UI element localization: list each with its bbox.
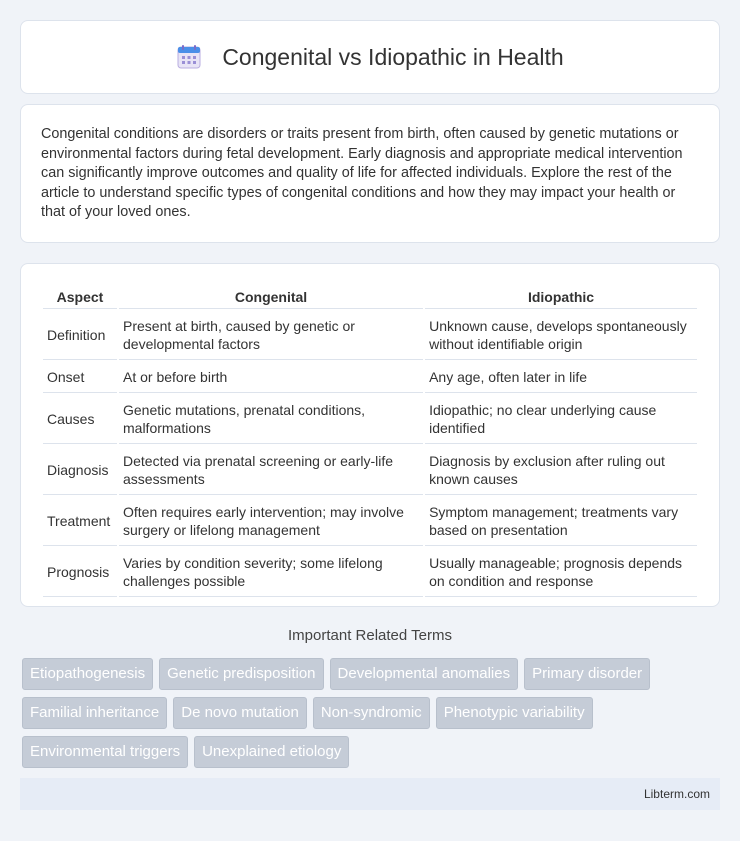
header-idiopathic: Idiopathic [425, 286, 697, 309]
cell-aspect: Onset [43, 362, 117, 393]
table-row [43, 548, 697, 597]
cell-congenital: Detected via prenatal screening or early-life assessments [119, 446, 423, 495]
related-term-tag[interactable]: Developmental anomalies [330, 658, 519, 690]
cell-idiopathic: Idiopathic; no clear underlying cause identified [425, 395, 697, 444]
table-header-row [43, 286, 697, 309]
related-terms-list [22, 658, 722, 768]
related-term-tag[interactable]: Familial inheritance [22, 697, 167, 729]
table-row [43, 497, 697, 546]
intro-paragraph: Congenital conditions are disorders or traits present from birth, often caused by genetic mutations or environmental factors during fetal development. Early diagnosis and appropriate medical intervention can significantly improve outcomes and quality of life for affected individuals. Explore the rest of the article to understand specific types of congenital conditions and how they may impact your health or that of your loved ones. [41, 126, 683, 221]
cell-aspect: Causes [43, 395, 117, 444]
title-card [20, 20, 720, 94]
footer-site-link[interactable]: Libterm.com [643, 787, 710, 801]
cell-congenital: Present at birth, caused by genetic or developmental factors [119, 311, 423, 360]
cell-aspect: Treatment [43, 497, 117, 546]
table-row [43, 362, 697, 393]
related-term-tag[interactable]: Primary disorder [524, 658, 650, 690]
calendar-icon [176, 44, 202, 70]
related-term-tag[interactable]: Genetic predisposition [159, 658, 323, 690]
related-term-tag[interactable]: De novo mutation [173, 697, 307, 729]
header-congenital: Congenital [119, 286, 423, 309]
cell-aspect: Diagnosis [43, 446, 117, 495]
related-term-tag[interactable]: Environmental triggers [22, 736, 188, 768]
table-row [43, 395, 697, 444]
related-term-tag[interactable]: Etiopathogenesis [22, 658, 153, 690]
header-aspect: Aspect [43, 286, 117, 309]
page-title: Congenital vs Idiopathic in Health [222, 43, 564, 70]
related-term-tag[interactable]: Non-syndromic [313, 697, 430, 729]
table-row [43, 446, 697, 495]
cell-idiopathic: Symptom management; treatments vary based on presentation [425, 497, 697, 546]
cell-idiopathic: Usually manageable; prognosis depends on condition and response [425, 548, 697, 597]
cell-idiopathic: Unknown cause, develops spontaneously without identifiable origin [425, 311, 697, 360]
table-row [43, 311, 697, 360]
cell-aspect: Prognosis [43, 548, 117, 597]
comparison-card [20, 263, 720, 607]
cell-congenital: Genetic mutations, prenatal conditions, malformations [119, 395, 423, 444]
cell-congenital: At or before birth [119, 362, 423, 393]
comparison-table [41, 284, 699, 599]
intro-card [20, 104, 720, 243]
cell-congenital: Varies by condition severity; some lifelong challenges possible [119, 548, 423, 597]
footer [20, 778, 720, 810]
related-term-tag[interactable]: Phenotypic variability [436, 697, 593, 729]
cell-idiopathic: Diagnosis by exclusion after ruling out known causes [425, 446, 697, 495]
cell-idiopathic: Any age, often later in life [425, 362, 697, 393]
cell-aspect: Definition [43, 311, 117, 360]
related-term-tag[interactable]: Unexplained etiology [194, 736, 349, 768]
cell-congenital: Often requires early intervention; may involve surgery or lifelong management [119, 497, 423, 546]
related-terms-title: Important Related Terms [288, 627, 452, 644]
